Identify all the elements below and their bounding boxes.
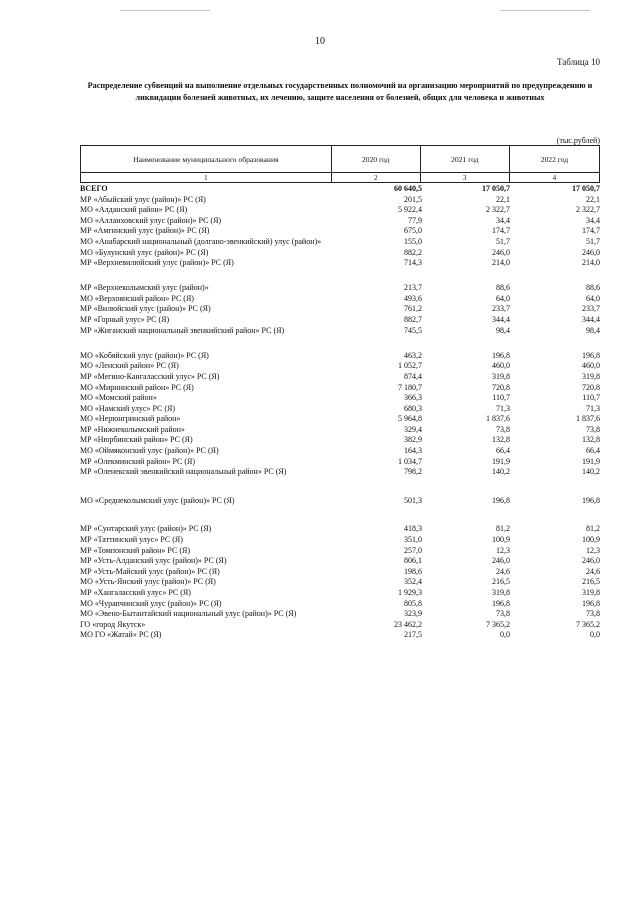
value-2021: 17 050,7 (482, 184, 510, 193)
value-2022: 132,8 (582, 435, 600, 445)
document-title: Распределение субвенций на выполнение отдельных государственных полномочий на организацию мероприятий по предупреждению и ликвидации болезней животных, их лечению, защите населения от болезней, общих для человека и животных (87, 81, 593, 102)
row-name: МО «Булунский улус (район)» РС (Я) (80, 247, 209, 257)
value-2022: 196,8 (582, 598, 600, 608)
row-name: МР «Жиганский национальный эвенкийский район» РС (Я) (80, 325, 285, 335)
table-row (80, 524, 600, 535)
value-2020: 761,2 (404, 304, 422, 314)
value-2021: 0,0 (500, 630, 510, 640)
table-row (80, 226, 600, 237)
row-name: МО «Момский район» (80, 393, 157, 403)
value-2021: 73,8 (496, 424, 510, 434)
table-row (80, 315, 600, 326)
row-name: МР «Вилюйский улус (район)» РС (Я) (80, 304, 211, 314)
table-row (80, 535, 600, 546)
value-2022: 71,3 (586, 403, 600, 413)
value-2022: 233,7 (582, 304, 600, 314)
value-2022: 1 837,6 (576, 414, 600, 424)
value-2020: 806,1 (404, 556, 422, 566)
value-2020: 805,8 (404, 598, 422, 608)
value-2022: 196,8 (582, 350, 600, 360)
value-2020: 418,3 (404, 524, 422, 534)
column-header-2020: 2020 год (331, 146, 420, 173)
value-2021: 81,2 (496, 524, 510, 534)
value-2020: 213,7 (404, 283, 422, 293)
row-name: МО «Верхоянский район» РС (Я) (80, 293, 194, 303)
value-2021: 246,0 (492, 247, 510, 257)
value-2020: 198,6 (404, 566, 422, 576)
value-2021: 22,1 (496, 194, 510, 204)
row-name: МО «Ленский район» РС (Я) (80, 361, 179, 371)
table-row (80, 599, 600, 610)
column-number-3: 3 (420, 173, 509, 183)
table-header (80, 145, 600, 183)
value-2021: 66,4 (496, 446, 510, 456)
value-2020: 5 964,8 (398, 414, 422, 424)
value-2020: 675,0 (404, 226, 422, 236)
row-name: МР «Усть-Майский улус (район)» РС (Я) (80, 566, 220, 576)
value-2020: 463,2 (404, 350, 422, 360)
row-name: МР «Таттинский улус» РС (Я) (80, 535, 183, 545)
row-name: МР «Нюрбинский район» РС (Я) (80, 435, 193, 445)
value-2021: 1 837,6 (486, 414, 510, 424)
column-number-2: 2 (331, 173, 420, 183)
value-2021: 110,7 (492, 393, 510, 403)
value-2020: 366,3 (404, 393, 422, 403)
table-row (80, 567, 600, 578)
value-2021: 132,8 (492, 435, 510, 445)
row-name: МО «Анабарский национальный (долгано-эвенкийский) улус (район)» (80, 236, 322, 246)
value-2021: 64,0 (496, 293, 510, 303)
row-name: МР «Верхневилюйский улус (район)» РС (Я) (80, 258, 234, 268)
row-name: МР «Хангаласский улус» РС (Я) (80, 588, 191, 597)
row-name: МО ГО «Жатай» РС (Я) (80, 630, 162, 640)
value-2022: 98,4 (586, 325, 600, 335)
value-2020: 352,4 (404, 577, 422, 587)
value-2020: 714,3 (404, 258, 422, 268)
row-name: ВСЕГО (80, 184, 108, 193)
table-row (80, 205, 600, 216)
table-row-total (80, 184, 600, 195)
row-name: МО «Среднеколымский улус (район)» РС (Я) (80, 495, 235, 505)
value-2021: 100,9 (492, 535, 510, 545)
table-row (80, 283, 600, 294)
value-2022: 0,0 (590, 630, 600, 640)
value-2020: 493,6 (404, 293, 422, 303)
table-row (80, 195, 600, 206)
column-number-1: 1 (81, 173, 332, 183)
row-name: МО «Чурапчинский улус (район)» РС (Я) (80, 598, 222, 608)
value-2021: 246,0 (492, 556, 510, 566)
value-2021: 319,8 (492, 588, 510, 597)
table-row (80, 304, 600, 315)
row-name: МР «Нижнеколымский район» (80, 424, 185, 434)
value-2021: 720,8 (492, 382, 510, 392)
value-2022: 319,8 (582, 371, 600, 381)
units-label: (тыс.рублей) (556, 136, 600, 145)
value-2022: 140,2 (582, 467, 600, 477)
value-2022: 22,1 (586, 194, 600, 204)
value-2020: 882,7 (404, 315, 422, 325)
value-2022: 34,4 (586, 215, 600, 225)
value-2020: 329,4 (404, 424, 422, 434)
value-2020: 501,3 (404, 495, 422, 505)
table-row (80, 393, 600, 404)
scan-artifact (500, 10, 590, 11)
table-row (80, 546, 600, 557)
value-2021: 214,0 (492, 258, 510, 268)
row-name: МО «Эвено-Бытантайский национальный улус (район)» РС (Я) (80, 609, 297, 619)
table-row (80, 248, 600, 259)
value-2020: 1 052,7 (398, 361, 422, 371)
table-row (80, 326, 600, 337)
row-name: МО «Кобяйский улус (район)» РС (Я) (80, 350, 209, 360)
value-2021: 344,4 (492, 315, 510, 325)
value-2022: 2 322,7 (576, 205, 600, 215)
value-2022: 319,8 (582, 588, 600, 597)
value-2022: 174,7 (582, 226, 600, 236)
value-2022: 214,0 (582, 258, 600, 268)
value-2022: 66,4 (586, 446, 600, 456)
value-2022: 246,0 (582, 247, 600, 257)
value-2020: 155,0 (404, 236, 422, 246)
value-2020: 77,9 (408, 215, 422, 225)
value-2022: 246,0 (582, 556, 600, 566)
table-row (80, 361, 600, 372)
value-2022: 196,8 (582, 495, 600, 505)
value-2022: 73,8 (586, 424, 600, 434)
value-2022: 344,4 (582, 315, 600, 325)
value-2022: 100,9 (582, 535, 600, 545)
row-name: МР «Усть-Алданский улус (район)» РС (Я) (80, 556, 227, 566)
table-row (80, 383, 600, 394)
table-body (80, 184, 600, 641)
column-header-2021: 2021 год (420, 146, 509, 173)
table-row (80, 425, 600, 436)
table-row (80, 630, 600, 641)
table-row (80, 258, 600, 269)
value-2021: 191,9 (492, 456, 510, 466)
table-row (80, 237, 600, 248)
row-name: МР «Абыйский улус (район)» РС (Я) (80, 194, 206, 204)
value-2020: 60 640,5 (394, 184, 422, 193)
table-row (80, 351, 600, 362)
row-name: МО «Нерюнгринский район» (80, 414, 181, 424)
value-2022: 51,7 (586, 236, 600, 246)
row-name: МР «Амгинский улус (район)» РС (Я) (80, 226, 210, 236)
value-2021: 73,8 (496, 609, 510, 619)
value-2021: 174,7 (492, 226, 510, 236)
value-2022: 88,6 (586, 283, 600, 293)
value-2021: 98,4 (496, 325, 510, 335)
column-header-name: Наименование муниципального образования (81, 146, 332, 173)
table-row (80, 577, 600, 588)
row-spacer (80, 506, 600, 524)
value-2021: 2 322,7 (486, 205, 510, 215)
value-2020: 217,5 (404, 630, 422, 640)
value-2020: 257,0 (404, 545, 422, 555)
value-2021: 460,0 (492, 361, 510, 371)
value-2020: 164,3 (404, 446, 422, 456)
value-2022: 216,5 (582, 577, 600, 587)
table-row (80, 404, 600, 415)
page-number: 10 (315, 36, 325, 47)
value-2020: 23 462,2 (394, 619, 422, 629)
value-2020: 680,3 (404, 403, 422, 413)
value-2021: 24,6 (496, 566, 510, 576)
table-row (80, 496, 600, 507)
value-2022: 460,0 (582, 361, 600, 371)
value-2020: 323,9 (404, 609, 422, 619)
row-name: МР «Томпонский район» РС (Я) (80, 545, 190, 555)
value-2021: 319,8 (492, 371, 510, 381)
table-row (80, 457, 600, 468)
value-2020: 5 922,4 (398, 205, 422, 215)
table-row (80, 620, 600, 631)
value-2020: 874,4 (404, 371, 422, 381)
table-row (80, 216, 600, 227)
row-name: МР «Горный улус» РС (Я) (80, 315, 170, 325)
row-name: МО «Оймяконский улус (район)» РС (Я) (80, 446, 219, 456)
table-row (80, 609, 600, 620)
value-2021: 196,8 (492, 350, 510, 360)
value-2021: 34,4 (496, 215, 510, 225)
row-name: МО «Мирнинский район» РС (Я) (80, 382, 194, 392)
row-name: МО «Усть-Янский улус (район)» РС (Я) (80, 577, 216, 587)
table-row (80, 467, 600, 478)
row-spacer (80, 478, 600, 496)
table-row (80, 414, 600, 425)
value-2022: 12,3 (586, 545, 600, 555)
value-2021: 71,3 (496, 403, 510, 413)
value-2022: 110,7 (582, 393, 600, 403)
value-2020: 1 929,3 (398, 588, 422, 597)
value-2022: 64,0 (586, 293, 600, 303)
column-header-2022: 2022 год (509, 146, 599, 173)
value-2022: 720,8 (582, 382, 600, 392)
value-2022: 7 365,2 (576, 619, 600, 629)
table-row (80, 556, 600, 567)
row-name: МР «Сунтарский улус (район)» РС (Я) (80, 524, 212, 534)
value-2020: 382,9 (404, 435, 422, 445)
table-label: Таблица 10 (557, 57, 600, 67)
value-2021: 196,8 (492, 495, 510, 505)
row-name: МР «Оленекский эвенкийский национальный район» РС (Я) (80, 467, 287, 477)
row-spacer (80, 269, 600, 284)
value-2021: 88,6 (496, 283, 510, 293)
row-name: МО «Намский улус» РС (Я) (80, 403, 176, 413)
value-2020: 882,2 (404, 247, 422, 257)
value-2021: 12,3 (496, 545, 510, 555)
column-number-4: 4 (509, 173, 599, 183)
row-name: МР «Верхнеколымский улус (район)» (80, 283, 209, 293)
value-2021: 140,2 (492, 467, 510, 477)
table-row (80, 294, 600, 305)
value-2020: 745,5 (404, 325, 422, 335)
value-2022: 81,2 (586, 524, 600, 534)
table-row (80, 372, 600, 383)
value-2022: 73,8 (586, 609, 600, 619)
value-2022: 17 050,7 (572, 184, 600, 193)
table-row (80, 588, 600, 599)
value-2020: 351,0 (404, 535, 422, 545)
value-2020: 798,2 (404, 467, 422, 477)
table-row (80, 446, 600, 457)
value-2020: 1 034,7 (398, 456, 422, 466)
value-2021: 51,7 (496, 236, 510, 246)
value-2022: 191,9 (582, 456, 600, 466)
value-2021: 216,5 (492, 577, 510, 587)
value-2021: 7 365,2 (486, 619, 510, 629)
row-name: МО «Алданский район» РС (Я) (80, 205, 188, 215)
scan-artifact (120, 10, 210, 11)
value-2020: 201,5 (404, 194, 422, 204)
value-2022: 24,6 (586, 566, 600, 576)
table-row (80, 435, 600, 446)
row-name: ГО «город Якутск» (80, 619, 146, 629)
value-2021: 196,8 (492, 598, 510, 608)
row-name: МО «Аллаиховский улус (район)» РС (Я) (80, 215, 222, 225)
row-spacer (80, 336, 600, 351)
value-2021: 233,7 (492, 304, 510, 314)
value-2020: 7 180,7 (398, 382, 422, 392)
row-name: МР «Мегино-Кангаласский улус» РС (Я) (80, 371, 220, 381)
row-name: МР «Олекминский район» РС (Я) (80, 456, 196, 466)
